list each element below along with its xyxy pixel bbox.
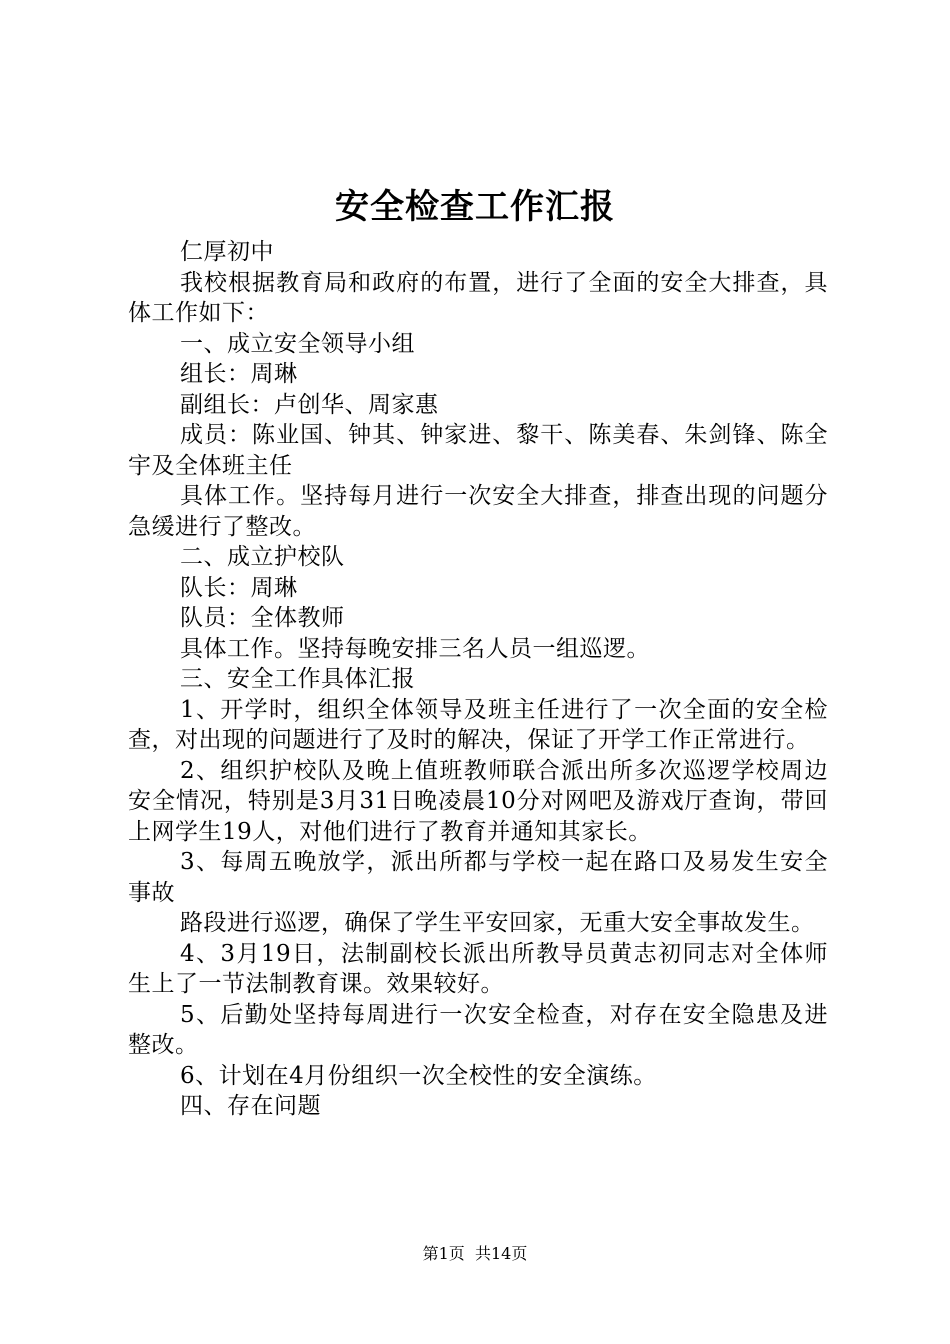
paragraph-item-3-continued: 路段进行巡逻，确保了学生平安回家，无重大安全事故发生。 (180, 910, 815, 936)
document-body (128, 237, 828, 1122)
paragraph-section-2-work: 具体工作。坚持每晚安排三名人员一组巡逻。 (180, 635, 650, 662)
paragraph-item-1: 1、开学时，组织全体领导及班主任进行了一次全面的安全检查，对出现的问题进行了及时的解决，保证了开学工作正常进行。 (128, 696, 828, 753)
paragraph-item-5: 5、后勤处坚持每周进行一次安全检查，对存在安全隐患及进整改。 (128, 1001, 828, 1058)
paragraph-deputy-leader: 副组长：卢创华、周家惠 (180, 391, 439, 418)
paragraph-group-leader: 组长：周琳 (180, 361, 298, 387)
heading-section-3: 三、安全工作具体汇报 (180, 666, 415, 692)
paragraph-team-members: 队员：全体教师 (180, 605, 345, 631)
page-footer (0, 1243, 950, 1265)
page-total: 共14页 (474, 1244, 528, 1263)
paragraph-item-2: 2、组织护校队及晚上值班教师联合派出所多次巡逻学校周边安全情况，特别是3月31日晚凌晨10分对网吧及游戏厅查询，带回上网学生19人，对他们进行了教育并通知其家长。 (128, 757, 828, 845)
heading-section-2: 二、成立护校队 (180, 544, 345, 570)
page-number: 第1页 (422, 1244, 465, 1263)
paragraph-members: 成员：陈业国、钟其、钟家进、黎干、陈美春、朱剑锋、陈全宇及全体班主任 (128, 422, 828, 479)
paragraph-section-1-work: 具体工作。坚持每月进行一次安全大排查，排查出现的问题分急缓进行了整改。 (128, 483, 828, 540)
paragraph-intro: 我校根据教育局和政府的布置，进行了全面的安全大排查，具体工作如下： (128, 269, 828, 326)
paragraph-item-4: 4、3月19日，法制副校长派出所教导员黄志初同志对全体师生上了一节法制教育课。效果较好。 (128, 940, 828, 997)
paragraph-school-name: 仁厚初中 (180, 239, 274, 265)
heading-section-4: 四、存在问题 (180, 1093, 321, 1119)
document-title: 安全检查工作汇报 (335, 187, 615, 227)
heading-section-1: 一、成立安全领导小组 (180, 330, 415, 357)
paragraph-item-6: 6、计划在4月份组织一次全校性的安全演练。 (180, 1062, 657, 1089)
paragraph-item-3: 3、每周五晚放学，派出所都与学校一起在路口及易发生安全事故 (128, 849, 828, 906)
paragraph-team-leader: 队长：周琳 (180, 574, 298, 601)
